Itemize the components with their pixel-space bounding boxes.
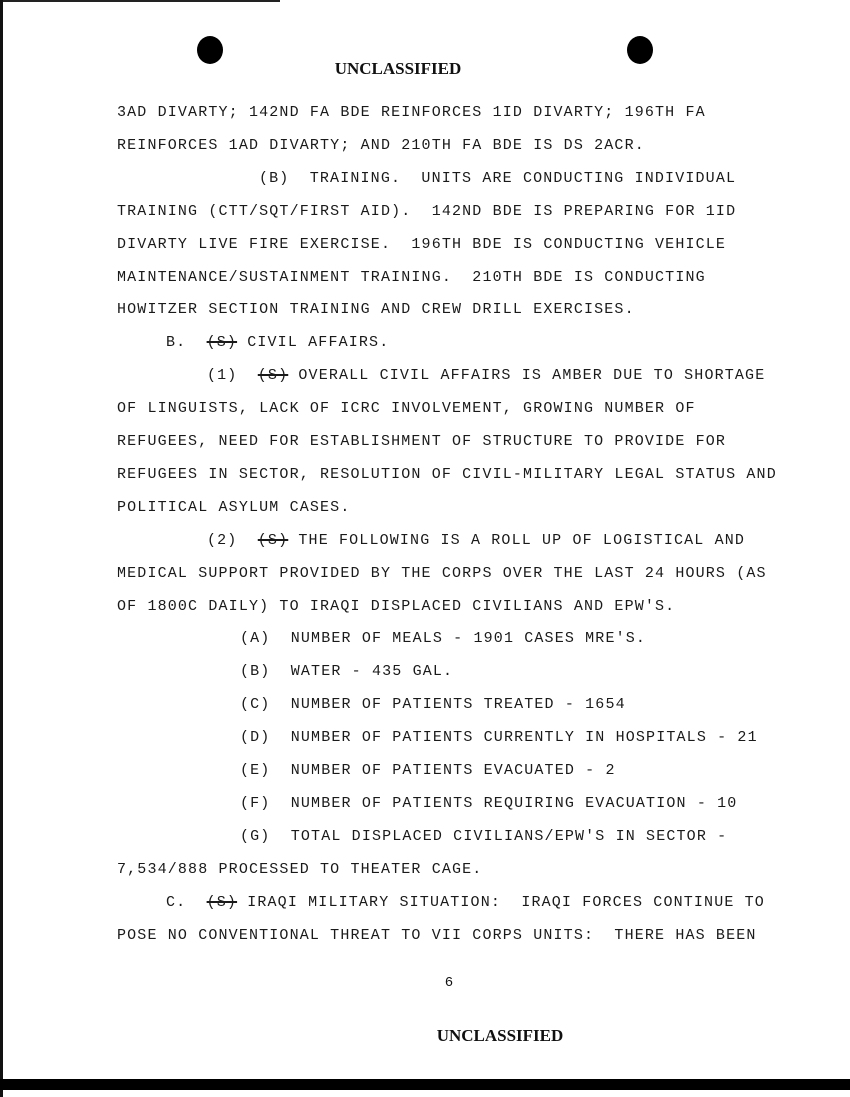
text-line [240, 762, 616, 780]
text-line [117, 598, 675, 616]
line-text: OVERALL CIVIL AFFAIRS IS AMBER DUE TO SHORTAGE [288, 367, 766, 385]
text-line [166, 894, 765, 912]
line-text: MAINTENANCE/SUSTAINMENT TRAINING. 210TH BDE IS CONDUCTING [117, 268, 706, 286]
struck-classification-marking: (S) [206, 893, 238, 911]
text-line [117, 236, 726, 254]
line-text: (F) NUMBER OF PATIENTS REQUIRING EVACUATION - 10 [240, 794, 738, 812]
paragraph-label: (2) [207, 531, 258, 549]
paragraph-label: B. [166, 334, 207, 352]
line-text: MEDICAL SUPPORT PROVIDED BY THE CORPS OVER THE LAST 24 HOURS (AS [117, 564, 767, 582]
line-text: OF LINGUISTS, LACK OF ICRC INVOLVEMENT, GROWING NUMBER OF [117, 400, 696, 418]
line-text: TRAINING (CTT/SQT/FIRST AID). 142ND BDE IS PREPARING FOR 1ID [117, 202, 737, 220]
struck-classification-marking: (S) [206, 334, 238, 352]
text-line [117, 433, 726, 451]
text-line [240, 696, 626, 714]
paragraph-label: (1) [207, 367, 258, 385]
text-line [117, 400, 696, 418]
line-text: DIVARTY LIVE FIRE EXERCISE. 196TH BDE IS CONDUCTING VEHICLE [117, 235, 727, 253]
line-text: HOWITZER SECTION TRAINING AND CREW DRILL EXERCISES. [117, 301, 635, 319]
text-line [117, 565, 767, 583]
line-text: (D) NUMBER OF PATIENTS CURRENTLY IN HOSPITALS - 21 [240, 729, 758, 747]
scan-top-edge [0, 0, 280, 2]
text-line [117, 466, 777, 484]
text-line [240, 630, 646, 648]
text-line [117, 301, 635, 319]
line-text: (B) TRAINING. UNITS ARE CONDUCTING INDIVIDUAL [259, 169, 737, 187]
text-line [117, 269, 706, 287]
text-line [117, 927, 757, 945]
line-text: (G) TOTAL DISPLACED CIVILIANS/EPW'S IN SECTOR - [240, 827, 728, 845]
text-line [207, 367, 765, 385]
line-text: OF 1800C DAILY) TO IRAQI DISPLACED CIVILIANS AND EPW'S. [117, 597, 676, 615]
line-text: POLITICAL ASYLUM CASES. [117, 498, 351, 516]
line-text: 3AD DIVARTY; 142ND FA BDE REINFORCES 1ID DIVARTY; 196TH FA [117, 104, 706, 121]
text-line [117, 104, 706, 122]
line-text: (C) NUMBER OF PATIENTS TREATED - 1654 [240, 696, 626, 714]
scan-bottom-edge [0, 1079, 850, 1090]
line-text: (B) WATER - 435 GAL. [240, 663, 454, 681]
page-number: 6 [444, 975, 454, 991]
struck-classification-marking: (S) [257, 367, 289, 385]
text-line [117, 861, 482, 879]
paragraph-label: C. [166, 893, 207, 911]
header-classification: UNCLASSIFIED [334, 59, 462, 78]
line-text: (A) NUMBER OF MEALS - 1901 CASES MRE'S. [240, 630, 647, 648]
text-line [240, 663, 453, 681]
text-line [117, 499, 350, 517]
struck-classification-marking: (S) [257, 531, 289, 549]
line-text: REFUGEES IN SECTOR, RESOLUTION OF CIVIL-MILITARY LEGAL STATUS AND [117, 465, 777, 483]
text-line [166, 334, 389, 352]
text-line [207, 532, 745, 550]
line-text: 7,534/888 PROCESSED TO THEATER CAGE. [117, 860, 483, 878]
line-text: THE FOLLOWING IS A ROLL UP OF LOGISTICAL AND [288, 531, 746, 549]
text-line [259, 170, 736, 188]
text-line [117, 137, 645, 155]
line-text: POSE NO CONVENTIONAL THREAT TO VII CORPS UNITS: THERE HAS BEEN [117, 926, 757, 944]
line-text: (E) NUMBER OF PATIENTS EVACUATED - 2 [240, 762, 616, 779]
text-line [117, 203, 736, 221]
text-line [240, 795, 737, 813]
text-line [240, 828, 727, 846]
line-text: IRAQI MILITARY SITUATION: IRAQI FORCES CONTINUE TO [237, 893, 765, 911]
line-text: REFUGEES, NEED FOR ESTABLISHMENT OF STRUCTURE TO PROVIDE FOR [117, 433, 727, 450]
line-text: CIVIL AFFAIRS. [237, 334, 390, 352]
footer-classification: UNCLASSIFIED [436, 1026, 564, 1045]
scan-left-edge [0, 0, 3, 1097]
line-text: REINFORCES 1AD DIVARTY; AND 210TH FA BDE IS DS 2ACR. [117, 136, 645, 154]
text-line [240, 729, 758, 747]
